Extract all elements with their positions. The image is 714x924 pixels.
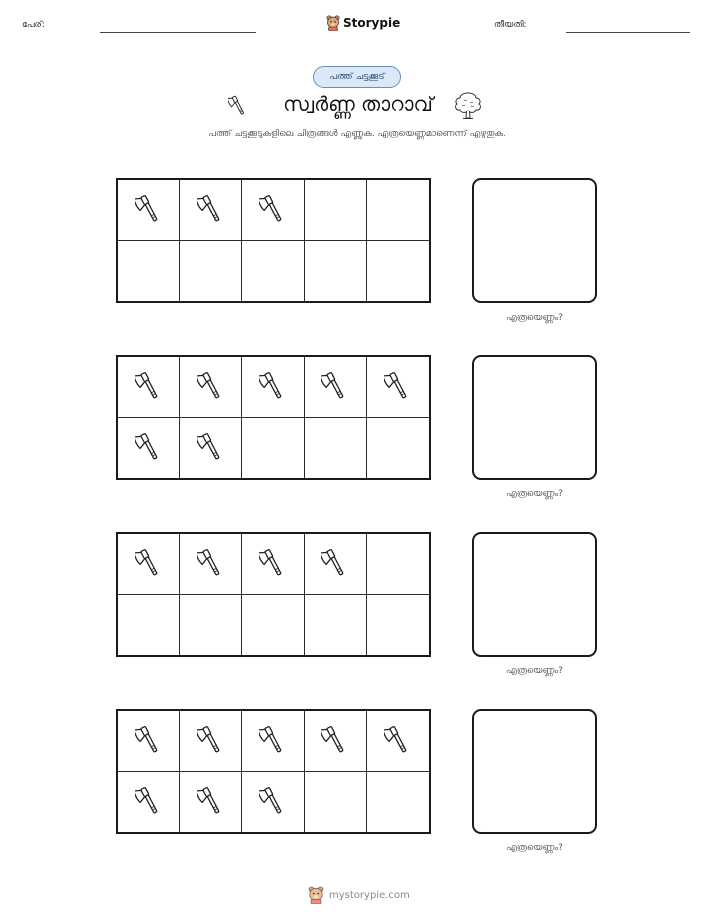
axe-icon [259,722,287,760]
ten-frame-cell [180,357,242,418]
ten-frame-cell [242,772,304,833]
ten-frame-cell [367,772,429,833]
ten-frame-cell [242,534,304,595]
date-line[interactable] [566,32,690,33]
axe-icon [321,368,349,406]
axe-icon [197,722,225,760]
ten-frame-cell [118,711,180,772]
how-many-prompt-2: എത്രയെണ്ണം? [506,489,563,499]
axe-icon [135,722,163,760]
ten-frame-cell [180,711,242,772]
how-many-prompt-3: എത്രയെണ്ണം? [506,666,563,676]
logo-text: Storypie [343,16,401,30]
axe-icon [197,368,225,406]
axe-icon [135,191,163,229]
ten-frame-cell [118,418,180,479]
ten-frame-cell [118,595,180,656]
axe-icon [321,722,349,760]
ten-frame-cell [367,595,429,656]
ten-frame-cell [118,241,180,302]
worksheet-title: സ്വർണ്ണ താറാവ് [283,92,433,116]
how-many-prompt-4: എത്രയെണ്ണം? [506,843,563,853]
ten-frame-2 [116,355,431,480]
ten-frame-cell [180,534,242,595]
footer-site-text: mystorypie.com [329,889,410,901]
axe-icon [135,429,163,467]
name-label: പേര്: [22,20,45,30]
ten-frame-cell [242,595,304,656]
axe-icon [197,783,225,821]
ten-frame-cell [305,357,367,418]
answer-box-4[interactable] [472,709,597,834]
ten-frame-cell [242,357,304,418]
date-label: തീയതി: [494,20,527,30]
how-many-prompt-1: എത്രയെണ്ണം? [506,313,563,323]
axe-icon [228,92,248,122]
axe-icon [197,191,225,229]
ten-frame-cell [242,418,304,479]
ten-frame-cell [367,357,429,418]
ten-frame-cell [242,241,304,302]
axe-icon [135,368,163,406]
ten-frame-3 [116,532,431,657]
ten-frame-cell [367,418,429,479]
ten-frame-cell [305,418,367,479]
storypie-logo [326,13,400,33]
axe-icon [197,545,225,583]
bear-mascot-icon [326,15,340,31]
axe-icon [197,429,225,467]
axe-icon [259,783,287,821]
ten-frame-cell [118,772,180,833]
axe-icon [135,783,163,821]
ten-frame-cell [367,711,429,772]
axe-icon [259,545,287,583]
ten-frame-1 [116,178,431,303]
ten-frame-cell [305,595,367,656]
ten-frame-cell [305,711,367,772]
answer-box-1[interactable] [472,178,597,303]
ten-frame-cell [242,711,304,772]
tree-icon [452,90,484,124]
ten-frame-cell [367,534,429,595]
answer-box-2[interactable] [472,355,597,480]
ten-frame-4 [116,709,431,834]
axe-icon [384,722,412,760]
ten-frame-cell [180,595,242,656]
worksheet-type-badge: പത്ത് ചട്ടക്കൂട് [313,66,401,88]
axe-icon [321,545,349,583]
ten-frame-cell [180,772,242,833]
axe-icon [259,368,287,406]
ten-frame-cell [367,241,429,302]
ten-frame-cell [180,418,242,479]
ten-frame-cell [180,241,242,302]
ten-frame-cell [242,180,304,241]
ten-frame-cell [305,180,367,241]
ten-frame-cell [305,772,367,833]
ten-frame-cell [118,357,180,418]
instructions-text: പത്ത് ചട്ടക്കൂടുകളിലെ ചിത്രങ്ങൾ എണ്ണുക. എത്രയെണ്ണമാണെന്ന് എഴുതുക. [208,129,506,139]
ten-frame-cell [180,180,242,241]
ten-frame-cell [305,534,367,595]
bear-mascot-icon [308,886,324,904]
answer-box-3[interactable] [472,532,597,657]
ten-frame-cell [118,180,180,241]
footer [308,885,410,905]
axe-icon [259,191,287,229]
ten-frame-cell [367,180,429,241]
axe-icon [135,545,163,583]
ten-frame-cell [118,534,180,595]
axe-icon [384,368,412,406]
name-line[interactable] [100,32,256,33]
ten-frame-cell [305,241,367,302]
